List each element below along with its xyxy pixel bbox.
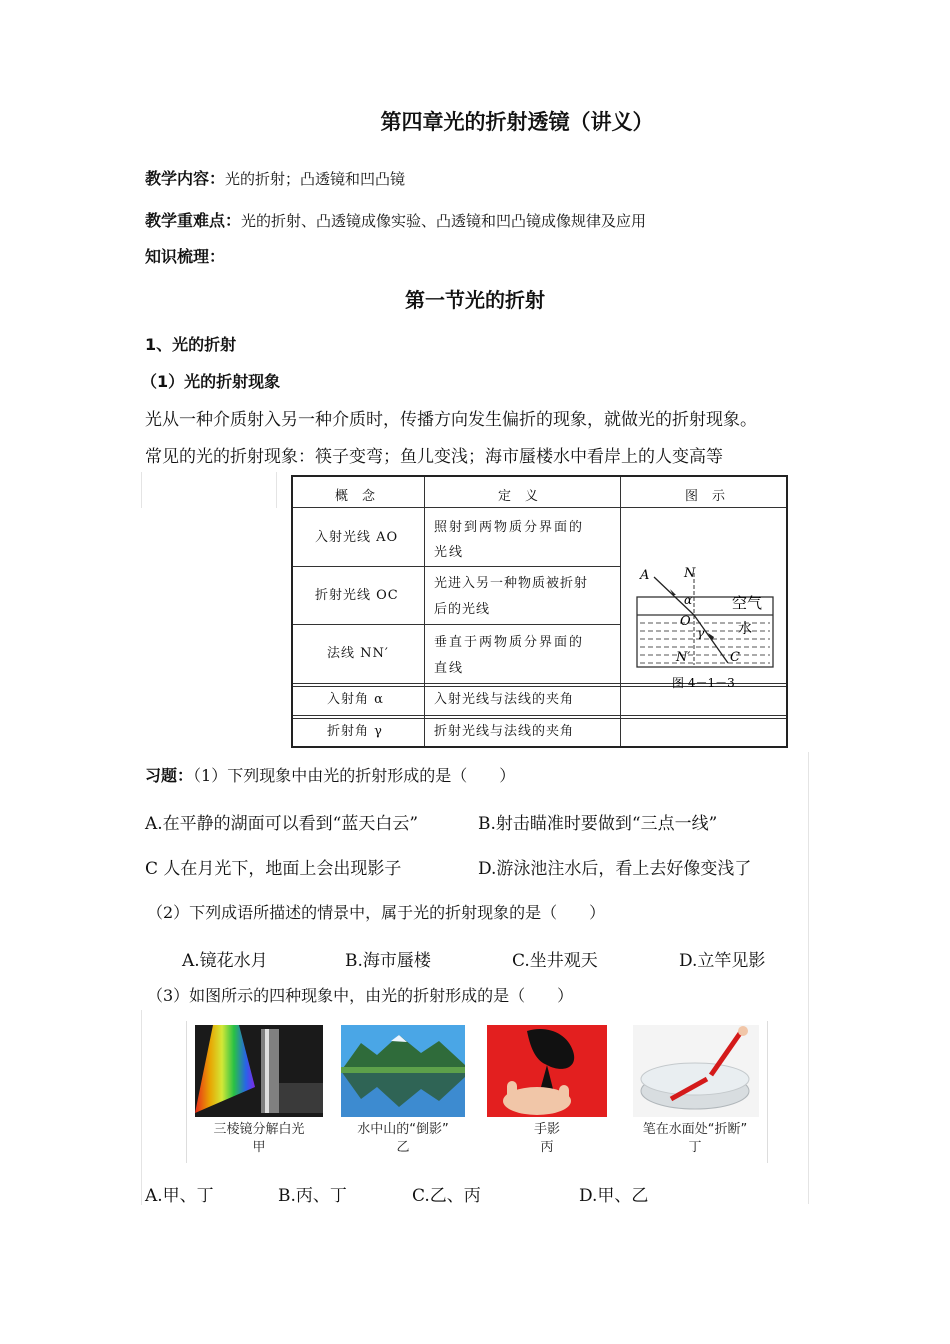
margin-line [276, 472, 277, 508]
option-q1-c: C 人在月光下，地面上会出现影子 [145, 859, 402, 879]
concept-table [291, 475, 788, 748]
phenomena-photos [186, 1021, 768, 1163]
prism-photo [195, 1025, 323, 1117]
difficulty-value: 光的折射、凸透镜成像实验、凸透镜和凹凸镜成像规律及应用 [241, 212, 647, 230]
figure-label-water: 水 [738, 621, 752, 637]
table-cell-concept: 法线 NN′ [327, 646, 389, 661]
table-header: 概念 [335, 489, 390, 504]
option-q3-d: D.甲、乙 [579, 1186, 649, 1206]
option-q2-b: B.海市蜃楼 [345, 951, 431, 971]
margin-line [141, 1010, 142, 1205]
figure-label-O: O [680, 614, 691, 629]
figure-caption: 图 4－1－3 [672, 676, 735, 690]
photo-caption: 三棱镜分解白光 甲 [213, 1122, 305, 1155]
table-cell-concept: 入射角 α [327, 692, 384, 707]
option-q3-b: B.丙、丁 [278, 1186, 347, 1206]
exercise-q3: （3）如图所示的四种现象中，由光的折射形成的是（ ） [147, 986, 574, 1005]
option-q3-a: A.甲、丁 [145, 1186, 214, 1206]
photo-caption: 笔在水面处“折断” 丁 [642, 1122, 748, 1155]
figure-label-A: A [640, 568, 650, 583]
exercise-q1-row [145, 763, 515, 786]
paragraph-examples: 常见的光的折射现象：筷子变弯；鱼儿变浅；海市蜃楼水中看岸上的人变高等 [145, 447, 723, 467]
mountain-photo [341, 1025, 469, 1117]
table-cell-concept: 折射光线 OC [315, 588, 399, 603]
content-value: 光的折射；凸透镜和凹凸镜 [225, 170, 406, 188]
table-header: 图示 [685, 489, 740, 504]
table-cell-concept: 折射角 γ [327, 724, 383, 739]
table-cell-def: 垂直于两物质分界面的 [434, 635, 585, 650]
table-cell-def: 光线 [434, 545, 465, 560]
difficulty-row [145, 208, 646, 231]
paragraph-definition: 光从一种介质射入另一种介质时，传播方向发生偏折的现象，就做光的折射现象。 [145, 410, 757, 430]
option-q2-c: C.坐井观天 [512, 951, 598, 971]
option-q1-d: D.游泳池注水后，看上去好像变浅了 [478, 859, 752, 879]
figure-label-C: C [730, 650, 740, 665]
difficulty-label: 教学重难点： [145, 211, 242, 230]
table-cell-def: 折射光线与法线的夹角 [434, 724, 575, 739]
exercise-q2: （2）下列成语所描述的情景中，属于光的折射现象的是（ ） [147, 903, 606, 922]
photo-caption: 水中山的“倒影” 乙 [357, 1122, 449, 1155]
figure-label-air: 空气 [732, 594, 763, 612]
heading-refraction: 1、光的折射 [145, 335, 237, 354]
option-q1-b: B.射击瞄准时要做到“三点一线” [478, 814, 718, 834]
page-title: 第四章光的折射透镜（讲义） [380, 110, 654, 134]
margin-line [808, 752, 809, 1204]
table-cell-def: 照射到两物质分界面的 [434, 520, 585, 535]
margin-line [141, 472, 142, 508]
option-q1-a: A.在平静的湖面可以看到“蓝天白云” [145, 814, 419, 834]
option-q2-a: A.镜花水月 [182, 951, 268, 971]
refraction-diagram [624, 557, 784, 697]
table-cell-def: 入射光线与法线的夹角 [434, 692, 575, 707]
option-q2-d: D.立竿见影 [679, 951, 766, 971]
table-cell-concept: 入射光线 AO [315, 530, 399, 545]
knowledge-label: 知识梳理： [145, 247, 226, 266]
figure-label-alpha: α [684, 593, 693, 607]
option-q3-c: C.乙、丙 [412, 1186, 481, 1206]
pencil-water-photo [633, 1025, 761, 1117]
figure-label-N: N [684, 566, 696, 581]
table-cell-def: 直线 [434, 661, 465, 676]
hand-shadow-photo [487, 1025, 615, 1117]
figure-label-gamma: γ [697, 626, 705, 640]
table-cell-def: 光进入另一种物质被折射 [434, 576, 589, 591]
content-label: 教学内容： [145, 169, 226, 188]
table-cell-def: 后的光线 [434, 602, 491, 617]
figure-label-Nprime: N′ [676, 650, 691, 665]
content-row [145, 166, 405, 189]
table-header: 定义 [498, 489, 553, 504]
exercise-q1: （1）下列现象中由光的折射形成的是（ ） [193, 766, 516, 785]
photo-caption: 手影 丙 [533, 1122, 560, 1155]
heading-phenomenon: （1）光的折射现象 [141, 372, 281, 391]
section-title: 第一节光的折射 [405, 288, 545, 312]
exercise-label: 习题： [145, 766, 194, 785]
